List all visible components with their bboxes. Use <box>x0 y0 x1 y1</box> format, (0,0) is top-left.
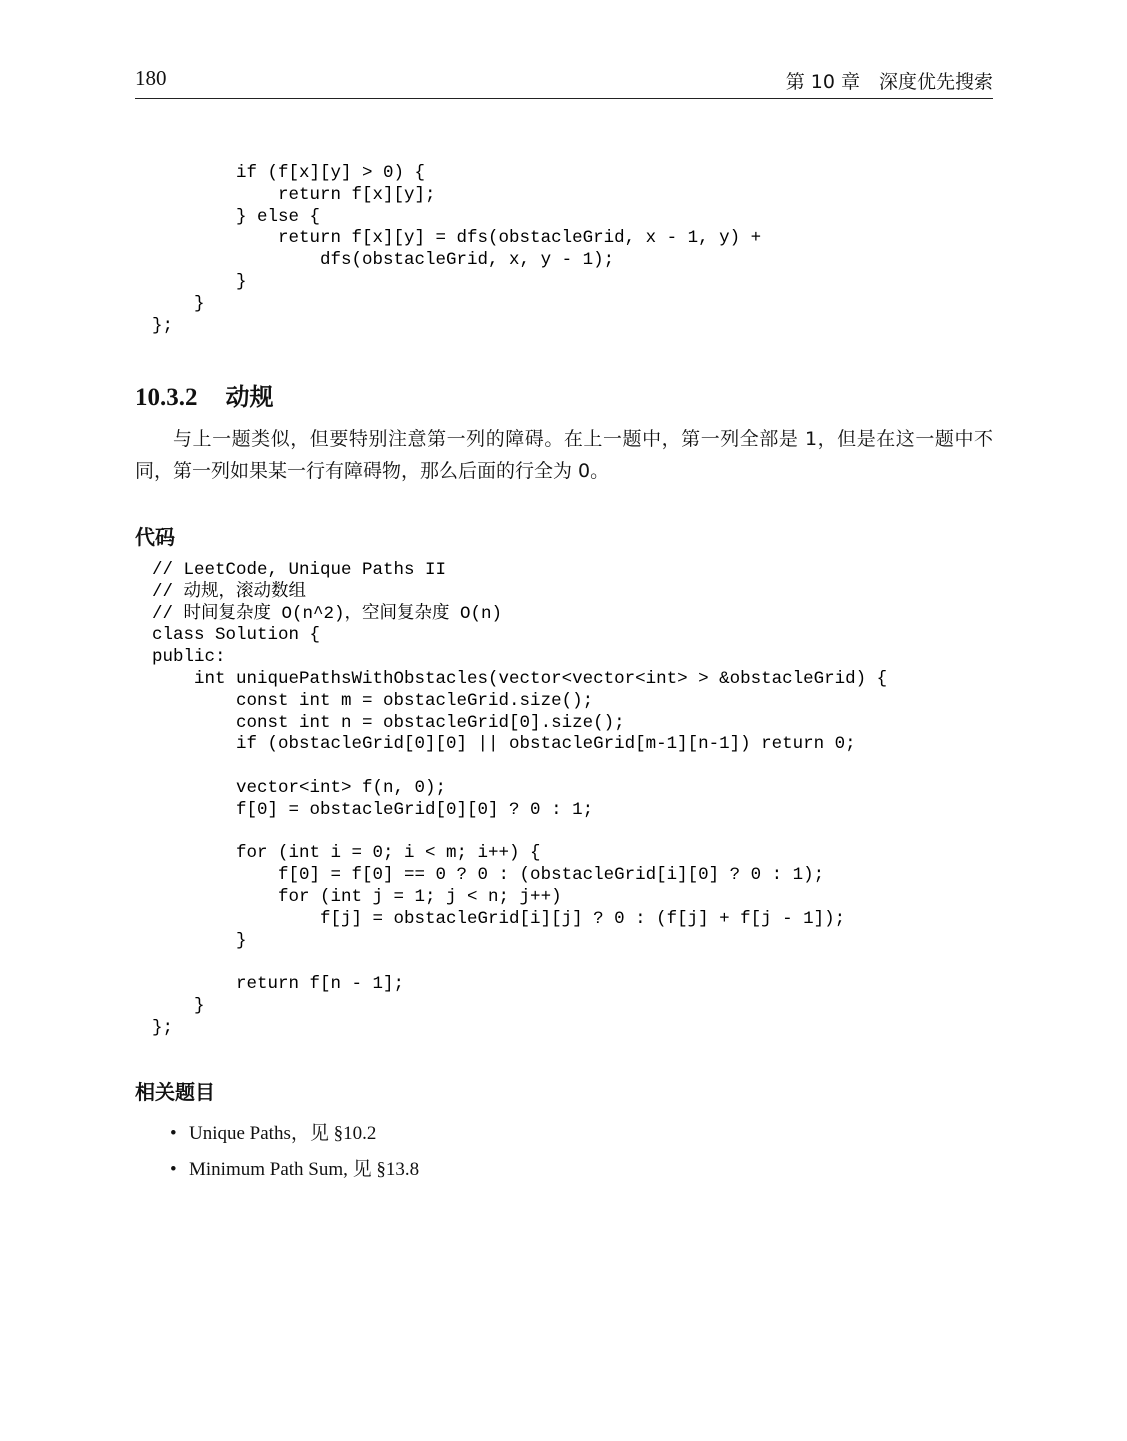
page-header <box>135 66 993 99</box>
related-problems-heading: 相关题目 <box>135 1080 215 1104</box>
related-problems-list <box>170 1120 419 1192</box>
code-heading: 代码 <box>135 525 175 549</box>
related-problem-link: Unique Paths，见 §10.2 <box>189 1123 377 1144</box>
related-problem-link: Minimum Path Sum, 见 §13.8 <box>189 1159 420 1180</box>
code-block-solution: // LeetCode, Unique Paths II // 动规，滚动数组 // 时间复杂度 O(n^2)，空间复杂度 O(n) class Solution { public: int uniquePathsWithObstacles(vector<vector<int> > &obstacleGrid) { const int m = obstacleGrid.size(); const int n = obstacleGrid[0].size(); if (obstacleGrid[0][0] || obstacleGrid[m-1][n-1]) return 0; vector<int> f(n, 0); f[0] = obstacleGrid[0][0] ? 0 : 1; for (int i = 0; i < m; i++) { f[0] = f[0] == 0 ? 0 : (obstacleGrid[i][0] ? 0 : 1); for (int j = 1; j < n; j++) f[j] = obstacleGrid[i][j] ? 0 : (f[j] + f[j - 1]); } return f[n - 1]; } }; <box>152 560 888 1038</box>
section-number: 10.3.2 <box>135 384 198 411</box>
body-paragraph: 与上一题类似，但要特别注意第一列的障碍。在上一题中，第一列全部是 1，但是在这一题中不同，第一列如果某一行有障碍物，那么后面的行全为 0。 <box>135 428 993 482</box>
bullet: • <box>170 1159 177 1180</box>
bullet: • <box>170 1123 177 1144</box>
section-heading <box>135 377 274 412</box>
section-title: 动规 <box>225 383 274 411</box>
chapter-running-title: 第 10 章 深度优先搜索 <box>785 71 993 93</box>
list-item <box>170 1120 419 1156</box>
list-item <box>170 1156 419 1192</box>
code-block-continued: if (f[x][y] > 0) { return f[x][y]; } else { return f[x][y] = dfs(obstacleGrid, x - 1, y) + dfs(obstacleGrid, x, y - 1); } } }; <box>152 163 762 336</box>
page-number: 180 <box>135 66 167 90</box>
